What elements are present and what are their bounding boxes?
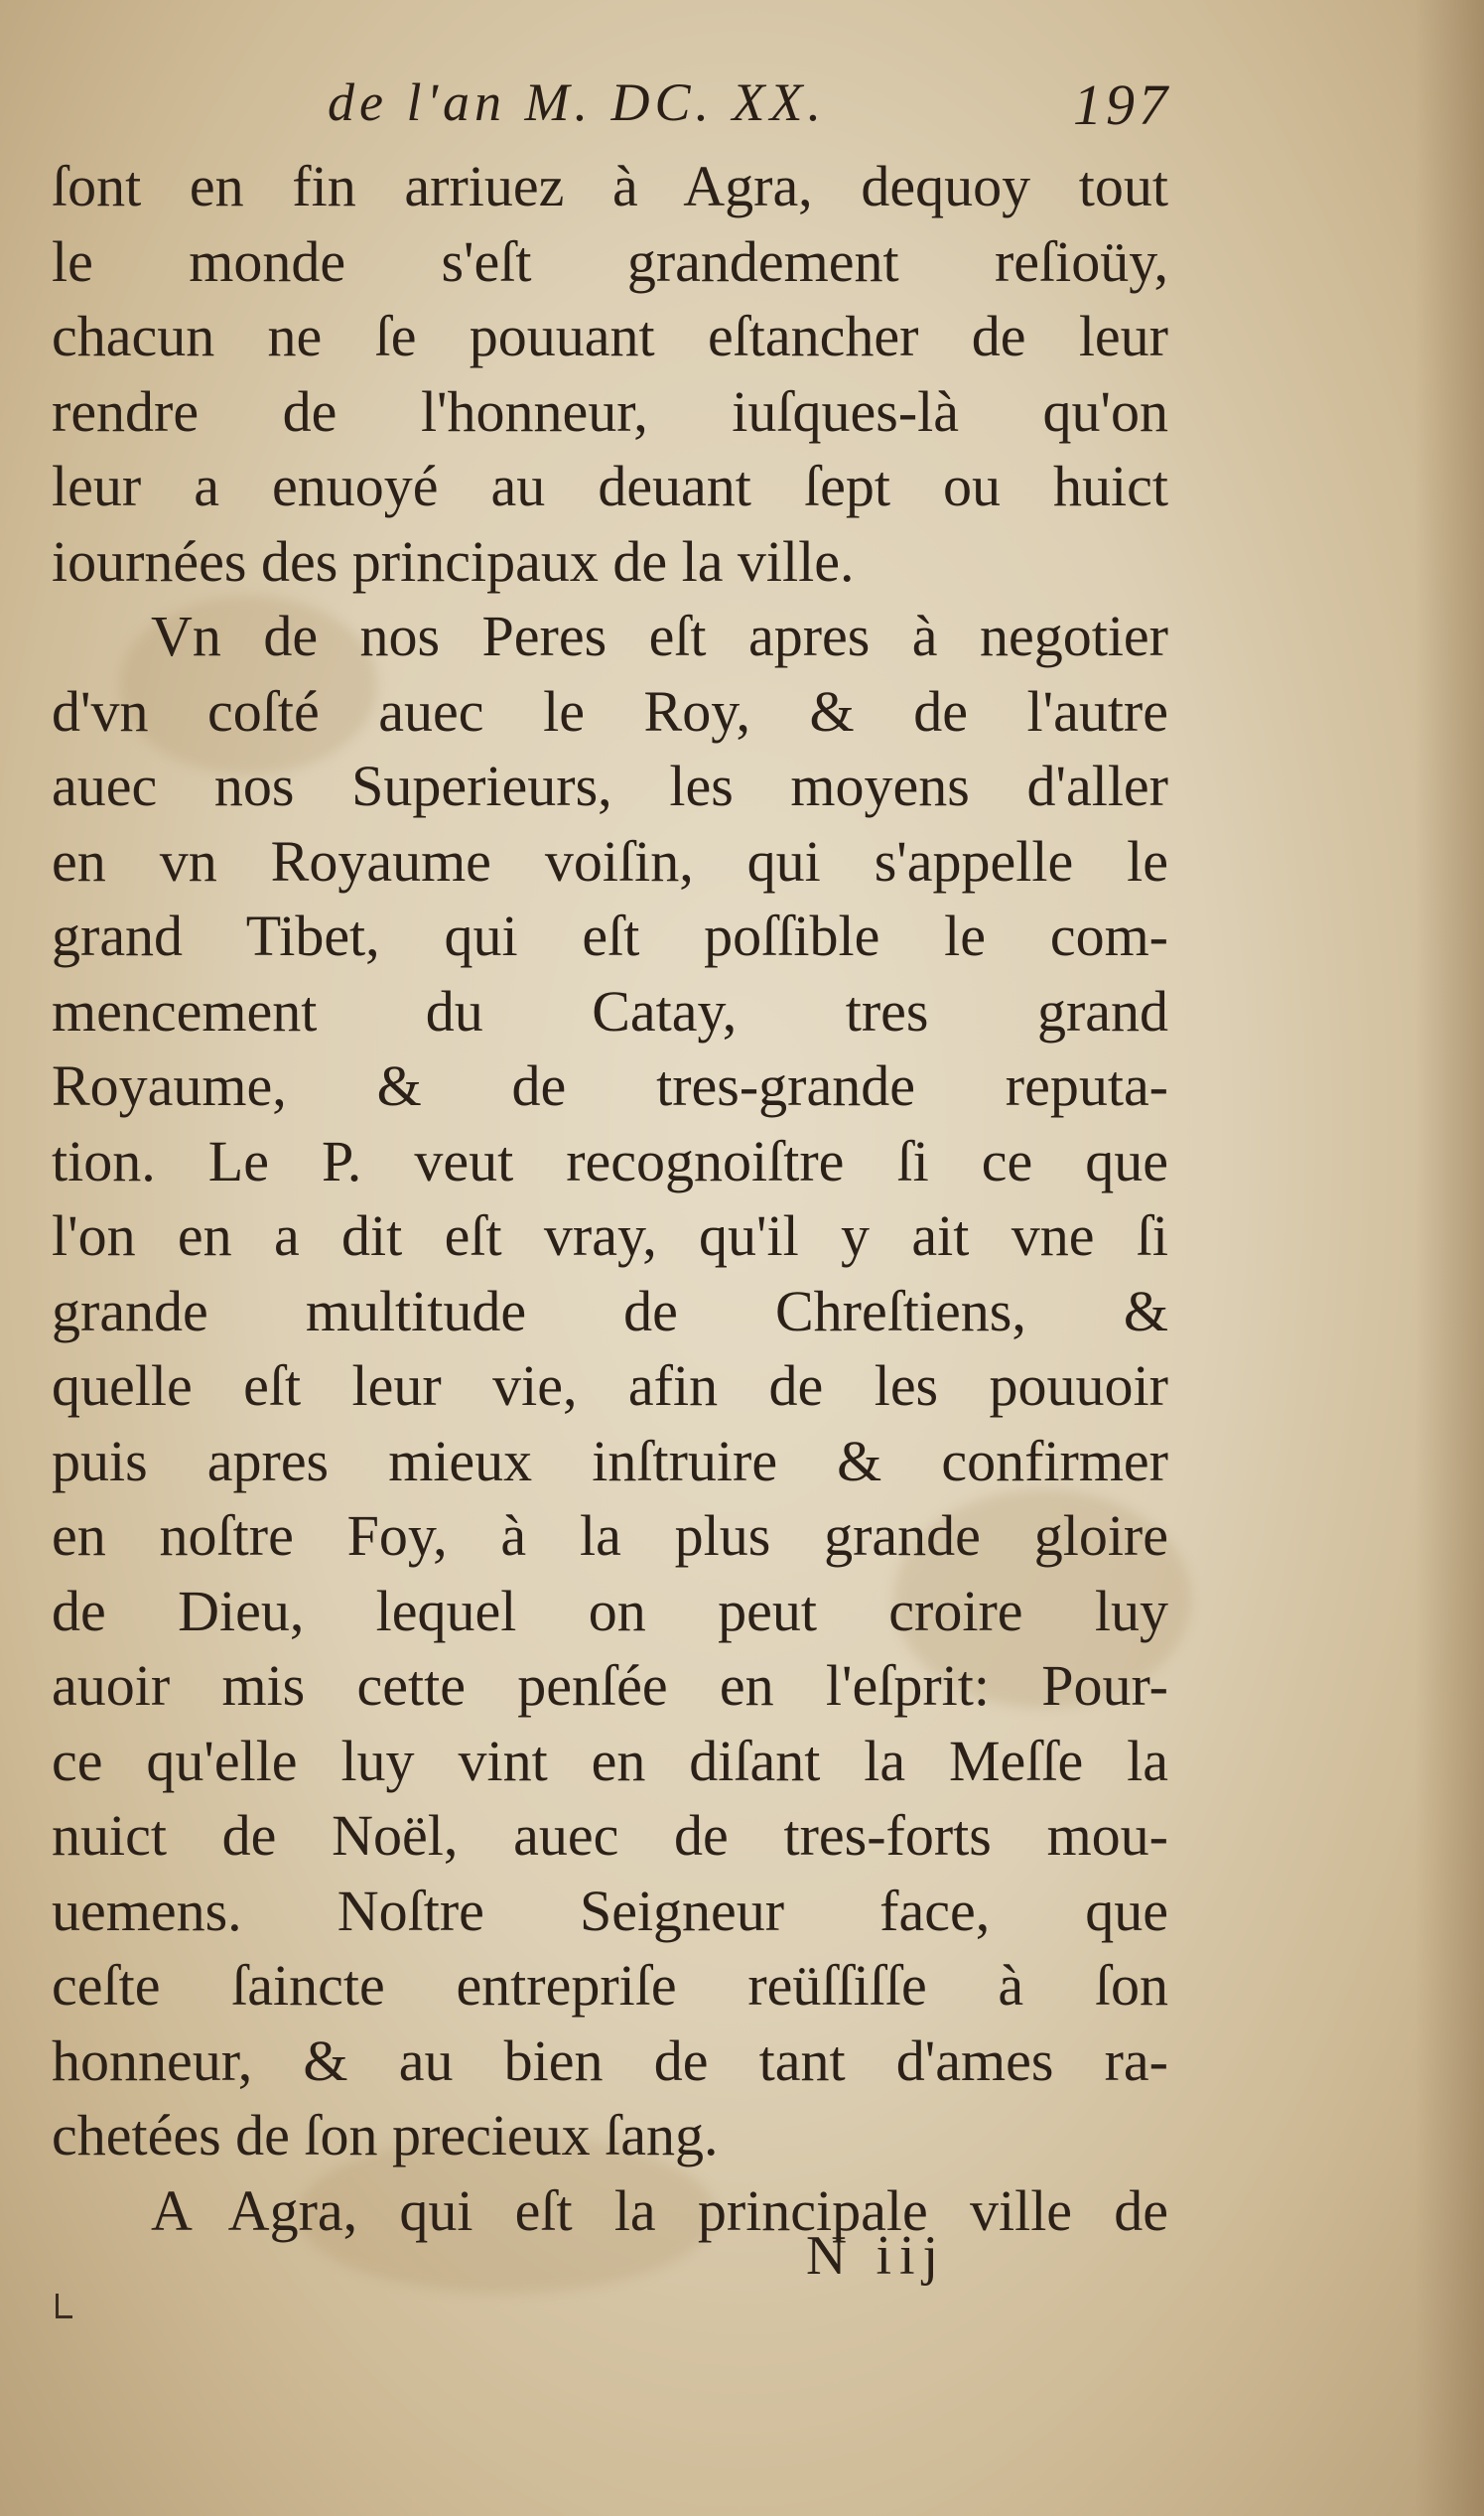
- text-line: Royaume, & de tres-grande reputa-: [52, 1053, 1168, 1118]
- body-text: [52, 149, 1168, 2248]
- text-line: Vn de nos Peres eſt apres à negotier: [151, 604, 1168, 668]
- text-line: tion. Le P. veut recognoiſtre ſi ce que: [52, 1128, 1168, 1193]
- running-head: de l'an M. DC. XX.: [328, 72, 826, 132]
- text-line: l'on en a dit eſt vray, qu'il y ait vne ſi: [52, 1203, 1168, 1268]
- text-line: chacun ne ſe pouuant eſtancher de leur: [52, 304, 1168, 368]
- text-line: le monde s'eſt grandement reſioüy,: [52, 228, 1168, 294]
- text-line: rendre de l'honneur, iuſques-là qu'on: [52, 378, 1168, 444]
- text-line: A Agra, qui eſt la principale ville de: [151, 2177, 1168, 2243]
- text-line: grande multitude de Chreſtiens, &: [52, 1278, 1168, 1343]
- text-line: nuict de Noël, auec de tres-forts mou-: [52, 1803, 1168, 1868]
- text-line: de Dieu, lequel on peut croire luy: [52, 1578, 1168, 1643]
- corner-mark: [56, 2294, 72, 2318]
- text-line: grand Tibet, qui eſt poſſible le com-: [52, 904, 1168, 968]
- text-line: puis apres mieux inſtruire & confirmer: [52, 1428, 1168, 1493]
- text-line: auoir mis cette penſée en l'eſprit: Pour-: [52, 1653, 1168, 1718]
- text-line: en noſtre Foy, à la plus grande gloire: [52, 1503, 1168, 1568]
- text-line: leur a enuoyé au deuant ſept ou huict: [52, 454, 1168, 518]
- text-line: auec nos Superieurs, les moyens d'aller: [52, 754, 1168, 818]
- text-line: ſont en fin arriuez à Agra, dequoy tout: [52, 154, 1168, 218]
- text-line: iournées des principaux de la ville.: [52, 528, 855, 594]
- text-line: ceſte ſaincte entrepriſe reüſſiſſe à ſon: [52, 1953, 1168, 2018]
- page-number: 197: [1073, 72, 1171, 137]
- text-line: chetées de ſon precieux ſang.: [52, 2103, 719, 2167]
- text-line: ce qu'elle luy vint en diſant la Meſſe la: [52, 1728, 1168, 1793]
- text-line: uemens. Noſtre Seigneur face, que: [52, 1878, 1168, 1943]
- page-gutter-shadow: [1415, 0, 1484, 2516]
- text-line: mencement du Catay, tres grand: [52, 978, 1168, 1044]
- text-line: honneur, & au bien de tant d'ames ra-: [52, 2027, 1168, 2093]
- text-line: quelle eſt leur vie, afin de les pouuoir: [52, 1353, 1168, 1418]
- page-header: [328, 71, 1171, 151]
- signature-mark: N iij: [806, 2225, 947, 2287]
- text-line: d'vn coſté auec le Roy, & de l'autre: [52, 678, 1168, 744]
- text-line: en vn Royaume voiſin, qui s'appelle le: [52, 828, 1168, 894]
